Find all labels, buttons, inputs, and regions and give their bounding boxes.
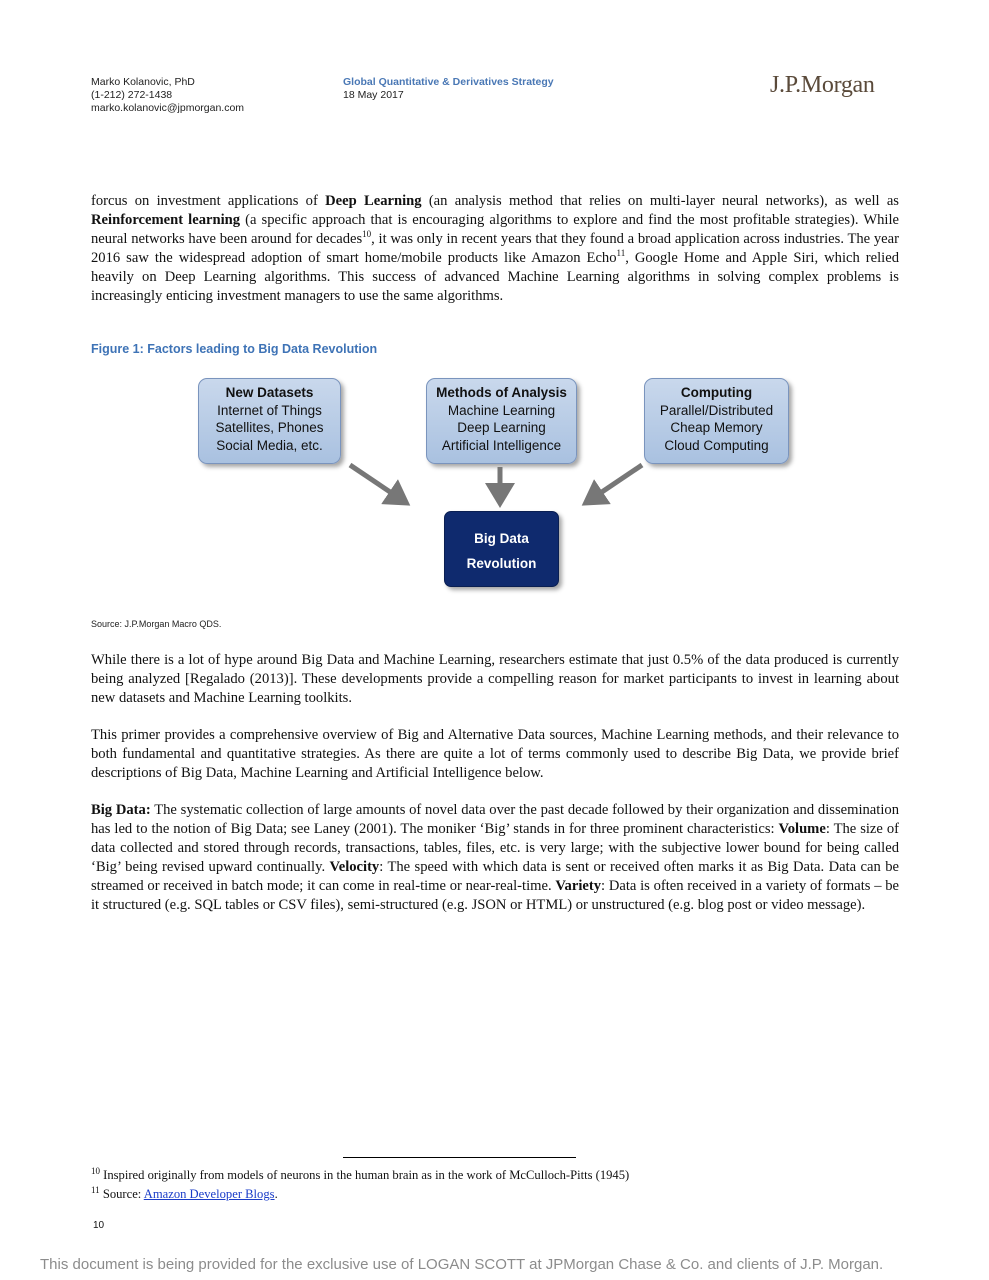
box-line: Cheap Memory bbox=[670, 420, 763, 435]
center-line-1: Big Data bbox=[474, 531, 529, 546]
report-info bbox=[343, 76, 554, 102]
figure-title: Figure 1: Factors leading to Big Data Revolution bbox=[91, 342, 378, 356]
usage-watermark: This document is being provided for the exclusive use of LOGAN SCOTT at JPMorgan Chase & Co. and clients of J.P. Morgan. bbox=[40, 1256, 884, 1273]
jpmorgan-logo: J.P.Morgan bbox=[770, 72, 875, 98]
paragraph-big-data: Big Data: The systematic collection of large amounts of novel data over the past decade followed by their organization and dissemination has led to the notion of Big Data; see Laney (2001). The moniker ‘Big’ stands in for three prominent characteristics: Volume: The size of data collected and stored through records, transactions, tables, files, etc. is very large; with the subjective lower bound for being called ‘Big’ being revised upward continually. Velocity: The speed with which data is sent or received often marks it as Big Data. Data can be streamed or received in batch mode; it can come in real-time or near-real-time. Variety: Data is often received in a variety of formats – be it structured (e.g. SQL tables or CSV files), semi-structured (e.g. JSON or HTML) or unstructured (e.g. blog post or video message). bbox=[91, 802, 899, 913]
big-data-term: Big Data: bbox=[91, 802, 151, 818]
box-title: Methods of Analysis bbox=[436, 385, 567, 400]
center-line-2: Revolution bbox=[466, 556, 537, 571]
author-block bbox=[91, 76, 244, 115]
amazon-developer-blogs-link[interactable]: Amazon Developer Blogs bbox=[143, 1187, 275, 1201]
box-line: Deep Learning bbox=[457, 420, 546, 435]
author-phone: (1-212) 272-1438 bbox=[91, 89, 173, 101]
intro-paragraph: forcus on investment applications of Deep Learning (an analysis method that relies on multi-layer neural networks), as well as Reinforcement learning (a specific approach that is encouraging algorithms to explore and find the most profitable strategies). While neural networks have been around for decades$^{10}$, it was only in recent years that they found a broad application across industries. The year 2016 saw the widespread adoption of smart home/mobile products like Amazon Echo$^{11}$, Google Home and Apple Siri, which relied heavily on Deep Learning algorithms. This success of advanced Machine Learning algorithms in solving complex problems is increasingly enticing investment managers to use the same algorithms. bbox=[91, 193, 899, 304]
big-data-revolution-box bbox=[444, 511, 559, 587]
box-title: New Datasets bbox=[225, 385, 314, 400]
report-date: 18 May 2017 bbox=[343, 89, 404, 101]
volume-term: Volume bbox=[778, 821, 826, 837]
paragraph-primer: This primer provides a comprehensive overview of Big and Alternative Data sources, Machine Learning methods, and their relevance to both fundamental and quantitative strategies. As there are quite a lot of terms commonly used to describe Big Data, we provide brief descriptions of Big Data, Machine Learning and Artificial Intelligence below. bbox=[91, 727, 899, 781]
footnote-ref-10: 10 bbox=[362, 229, 372, 240]
arrow-left bbox=[350, 465, 402, 500]
box-line: Machine Learning bbox=[447, 402, 556, 418]
author-name: Marko Kolanovic, PhD bbox=[91, 76, 195, 88]
reinforcement-learning-term: Reinforcement learning bbox=[91, 212, 241, 228]
arrow-right bbox=[590, 465, 642, 500]
box-line: Artificial Intelligence bbox=[441, 437, 562, 453]
box-line: Social Media, etc. bbox=[216, 437, 323, 453]
velocity-term: Velocity bbox=[329, 859, 380, 875]
box-title: Computing bbox=[680, 385, 753, 400]
variety-term: Variety bbox=[555, 878, 602, 894]
box-line: Satellites, Phones bbox=[215, 420, 324, 435]
figure-diagram bbox=[190, 370, 800, 600]
box-line: Internet of Things bbox=[217, 402, 322, 418]
footnote-number: 10 bbox=[91, 1165, 100, 1176]
footnote-number: 11 bbox=[91, 1184, 100, 1195]
deep-learning-term: Deep Learning bbox=[325, 193, 422, 209]
figure-source: Source: J.P.Morgan Macro QDS. bbox=[91, 619, 222, 629]
footnote-ref-11: 11 bbox=[616, 248, 626, 259]
footnote-11: $^{11}$ Source: Amazon Developer Blogs. bbox=[91, 1184, 278, 1201]
page-number: 10 bbox=[93, 1220, 105, 1231]
report-series: Global Quantitative & Derivatives Strategy bbox=[343, 76, 554, 88]
footnote-divider bbox=[343, 1157, 576, 1158]
author-email: marko.kolanovic@jpmorgan.com bbox=[91, 102, 245, 114]
footnote-10: $^{10}$ Inspired originally from models of neurons in the human brain as in the work of McCulloch-Pitts (1945) bbox=[91, 1165, 630, 1182]
paragraph-hype: While there is a lot of hype around Big Data and Machine Learning, researchers estimate that just 0.5% of the data produced is currently being analyzed [Regalado (2013)]. These developments provide a compelling reason for market participants to invest in learning about new datasets and Machine Learning toolkits. bbox=[91, 652, 899, 706]
box-line: Cloud Computing bbox=[664, 437, 769, 453]
box-line: Parallel/Distributed bbox=[659, 402, 774, 418]
